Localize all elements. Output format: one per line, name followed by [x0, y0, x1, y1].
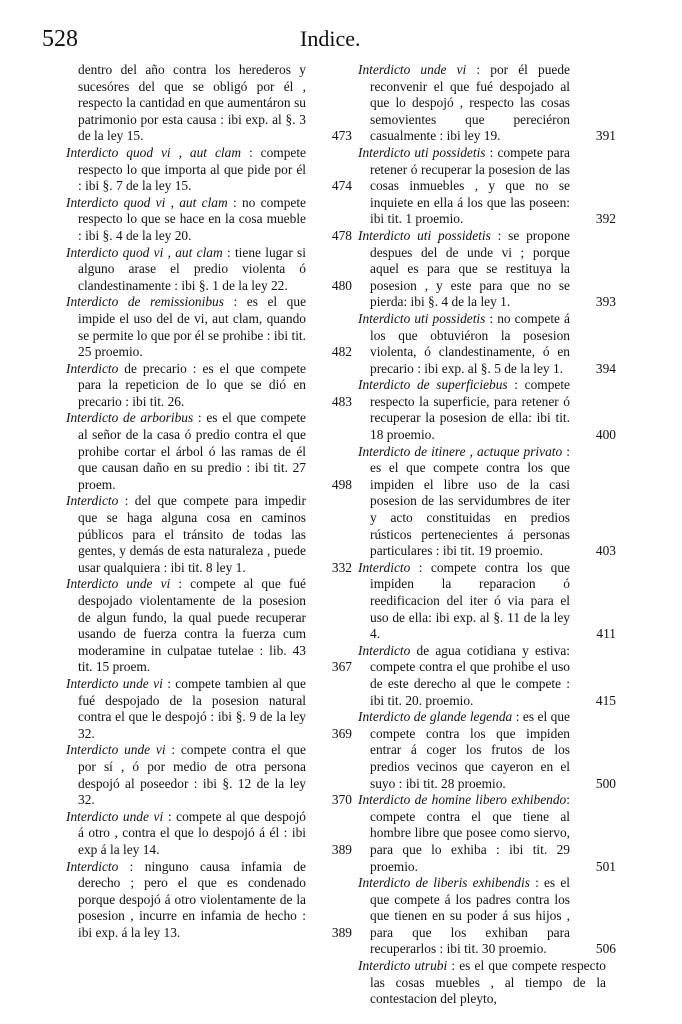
index-entry	[358, 443, 616, 560]
index-entry	[66, 576, 352, 676]
index-entry	[66, 360, 352, 411]
entry-page-ref: 415	[595, 692, 616, 708]
entry-text: : es el que compete respecto las cosas muebles , al tiempo de la contestacion del pleyto,	[370, 958, 606, 1007]
entry-term: Interdicto de superficiebus	[358, 377, 508, 393]
entry-page-ref: 483	[331, 393, 352, 409]
entry-text: de precario : es el que compete para la repeticion de lo que se dió en precario : ibi tit. 26.	[78, 360, 306, 409]
entry-text: : no compete respecto lo que se hace en la cosa mueble : ibi §. 4 de la ley 20.	[78, 194, 306, 243]
index-entry	[66, 62, 352, 145]
entry-page-ref: 501	[595, 858, 616, 874]
entry-term: Interdicto uti possidetis	[358, 144, 486, 160]
entry-text: : ninguno causa infamia de derecho ; pero el que es condenado porque despojó á otro violentamente de la posesion , incurre en infamia de hecho : ibi exp. á la ley 13.	[78, 858, 306, 940]
index-entry	[66, 493, 352, 576]
index-entry	[358, 62, 616, 145]
entry-text: : compete al que fué despojado violentamente de la posesion de algun fundo, la qual puede recuperar usando de fuerza contra la fuerza cum moderamine in culpatae tutelae : lib. 43 tit. 15 proem.	[78, 576, 306, 675]
entry-text: : compete contra el que tiene al hombre libre que posee como siervo, para que lo exhiba : ibi tit. 29 proemio.	[370, 792, 570, 874]
index-entry	[66, 294, 352, 360]
entry-term: Interdicto quod vi , aut clam	[66, 144, 242, 160]
entry-term: Interdicto uti possidetis	[358, 227, 491, 243]
entry-text: : compete respecto la superficie, para retener ó recuperar la posesion de ella: ibi tit. 18 proemio.	[370, 377, 570, 443]
entry-term: Interdicto unde vi	[66, 675, 163, 691]
index-entry	[66, 858, 352, 942]
entry-page-ref: 411	[596, 626, 616, 642]
entry-page-ref: 394	[595, 360, 616, 376]
entry-text: : es el que compete contra los que impiden entrar á coger los frutos de los predios vecinos que cayeron en el suyo : ibi tit. 28 proemio.	[370, 709, 570, 791]
index-entry	[358, 792, 616, 875]
index-entry	[358, 709, 616, 792]
entry-term: Interdicto	[66, 493, 119, 509]
entry-page-ref: 391	[595, 128, 616, 144]
entry-term: Interdicto quod vi , aut clam	[66, 244, 223, 260]
page-number: 528	[42, 26, 78, 52]
entry-text: : compete contra los que impiden la reparacion ó reedificacion del iter ó via para el uso de ella: ibi exp. al §. 11 de la ley 4.	[370, 559, 570, 642]
index-entry	[66, 194, 352, 245]
entry-page-ref: 482	[331, 344, 352, 360]
entry-term: Interdicto	[66, 360, 119, 376]
entry-term: Interdicto de homine libero exhibendo	[358, 792, 567, 808]
entry-term: Interdicto de glande legenda	[358, 709, 513, 725]
entry-page-ref: 370	[331, 792, 352, 808]
entry-text: : es el que impide el uso del de vi, aut clam, quando se permite lo que por él se prohibe : ibi tit. 25 proemio.	[78, 294, 307, 360]
entry-term: Interdicto uti possidetis	[358, 310, 486, 326]
entry-page-ref: 400	[595, 427, 616, 443]
index-entry	[66, 144, 352, 195]
index-entry	[358, 144, 616, 228]
entry-term: Interdicto de itinere , actuque privato	[358, 443, 563, 459]
index-entry	[358, 875, 616, 958]
entry-term: Interdicto unde vi	[66, 576, 171, 592]
entry-text: : compete al que despojó á otro , contra el que lo despojó á él : ibi exp á la ley 14.	[78, 808, 306, 857]
entry-term: Interdicto unde vi	[66, 808, 164, 824]
entry-term: Interdicto de arboribus	[66, 410, 194, 426]
entry-text: : compete tambien al que fué despojado de la posesion natural contra el que le despojó : ibi §. 9 de la ley 32.	[78, 675, 306, 741]
index-entry	[358, 958, 606, 1008]
entry-page-ref: 500	[595, 775, 616, 791]
index-entry	[66, 742, 352, 808]
index-entry	[358, 642, 616, 709]
running-title: Indice.	[300, 26, 361, 51]
entry-term: Interdicto quod vi , aut clam	[66, 194, 228, 210]
entry-page-ref: 393	[595, 294, 616, 310]
entry-page-ref: 367	[331, 659, 352, 675]
entry-term: Interdicto de liberis exhibendis	[358, 875, 530, 891]
index-entry	[358, 310, 616, 377]
entry-page-ref: 332	[331, 559, 352, 575]
entry-text: : es el que compete al señor de la casa ó predio contra el que prohibe cortar el árbol ó las ramas de él que causan daño en su predio : ibi tit. 27 proem.	[78, 410, 306, 492]
entry-text: : por él puede reconvenir el que fué despojado al que lo despojó , respecto las cosas semovientes que pereciéron casualmente : ibi ley 19.	[370, 62, 570, 144]
index-entry	[66, 410, 352, 493]
index-entry	[358, 377, 616, 443]
right-column	[358, 62, 616, 1008]
entry-page-ref: 498	[331, 476, 352, 492]
entry-page-ref: 474	[331, 178, 352, 194]
entry-term: Interdicto unde vi	[66, 742, 166, 758]
entry-text: : compete para retener ó recuperar la posesion de las cosas inmuebles , y que no se inquiete en ella á los que las poseen: ibi tit. 1 proemio.	[370, 144, 570, 227]
entry-text: : es el que compete contra los que impiden el libre uso de la casi posesion de las servidumbres de iter y acto constituidas en predios rústicos pertenecientes á personas particulares : ibi tit. 19 proemio.	[370, 443, 570, 559]
entry-page-ref: 480	[331, 277, 352, 293]
entry-text: dentro del año contra los herederos y sucesóres del que se obligó por él , respecto la cantidad en que aumentáron su patrimonio por esta causa : ibi exp. al §. 3 de la ley 15.	[78, 62, 306, 144]
entry-page-ref: 478	[331, 227, 352, 243]
entry-term: Interdicto	[66, 858, 119, 874]
entry-term: Interdicto utrubi	[358, 958, 448, 974]
entry-page-ref: 403	[595, 543, 616, 559]
entry-term: Interdicto	[358, 559, 411, 575]
index-entry	[358, 227, 616, 311]
left-column	[66, 62, 352, 941]
entry-term: Interdicto	[358, 642, 411, 658]
index-entry	[66, 808, 352, 859]
entry-page-ref: 389	[331, 841, 352, 857]
entry-page-ref: 506	[595, 941, 616, 957]
entry-text: : se propone despues del de unde vi ; porque aquel es para que se restituya la posesion , y este para que no se pierda: ibi §. 4 de la ley 1.	[370, 227, 570, 310]
entry-text: : es el que compete á los padres contra los que tienen en su poder á sus hijos , para que los exhiban para recuperarlos : ibi tit. 30 proemio.	[370, 875, 570, 957]
index-entry	[66, 675, 352, 742]
entry-text: : del que compete para impedir que se haga alguna cosa en caminos públicos para el tránsito de todas las gentes, y demás de esta naturaleza , puede usar qualquiera : ibi tit. 8 ley 1.	[78, 493, 306, 575]
entry-page-ref: 473	[331, 128, 352, 144]
entry-page-ref: 389	[331, 924, 352, 940]
entry-term: Interdicto unde vi	[358, 62, 467, 77]
index-entry	[66, 244, 352, 295]
entry-page-ref: 369	[331, 725, 352, 741]
entry-text: : compete respecto lo que importa al que pide por él : ibi §. 7 de la ley 15.	[78, 144, 306, 194]
entry-page-ref: 392	[595, 211, 616, 227]
entry-text: : no compete á los que obtuviéron la posesion violenta, ó clandestinamente, ó en precario : ibi exp. al §. 5 de la ley 1.	[370, 310, 570, 376]
entry-text: : compete contra el que por sí , ó por medio de otra persona despojó al poseedor : ibi §. 12 de la ley 32.	[78, 742, 306, 808]
index-entry	[358, 559, 616, 643]
entry-term: Interdicto de remissionibus	[66, 294, 224, 310]
entry-text: de agua cotidiana y estiva: compete contra el que prohibe el uso de este derecho al que le compete : ibi tit. 20. proemio.	[370, 642, 570, 708]
entry-text: : tiene lugar si alguno arase el predio violenta ó clandestinamente : ibi §. 1 de la ley 22.	[78, 244, 306, 293]
